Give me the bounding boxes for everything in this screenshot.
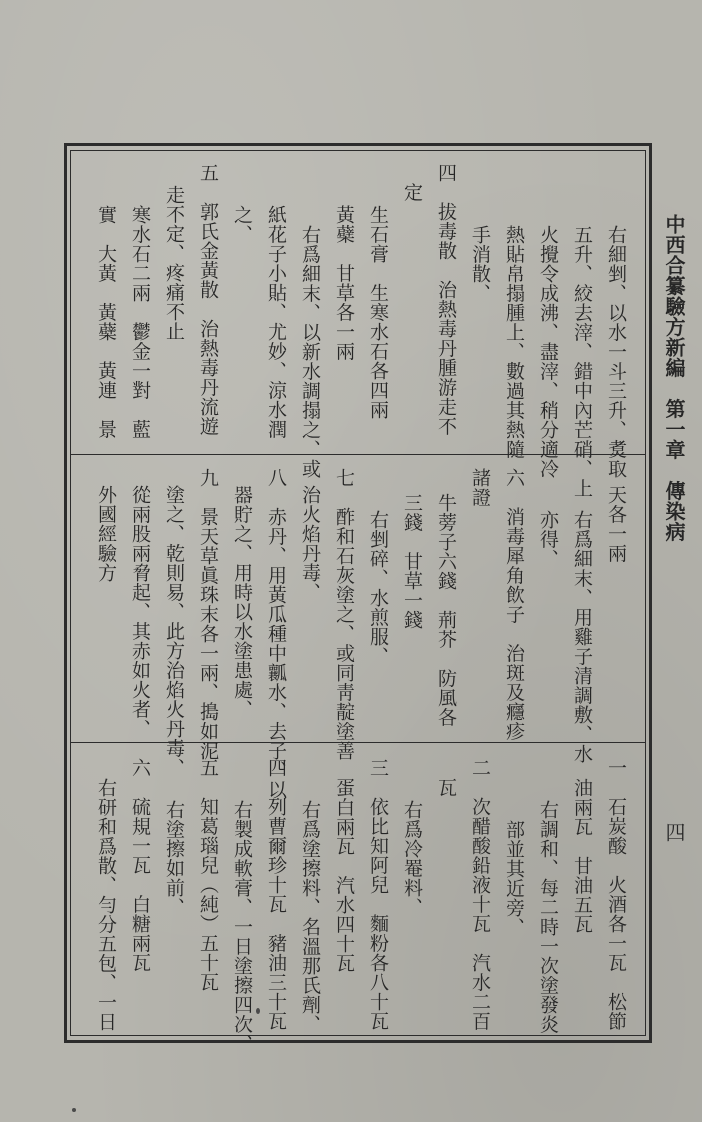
text-line: 一 石炭酸 火酒各一瓦 松節 xyxy=(605,758,627,1031)
text-line: 右爲細末、用雞子清調敷、水 xyxy=(571,510,593,764)
paper-speck xyxy=(72,1108,76,1112)
text-line: 右爲冷罨料、 xyxy=(401,800,423,917)
text-line: 瓦 xyxy=(435,778,457,798)
text-line: 五 知葛瑙兒（純）五十瓦 xyxy=(197,758,219,992)
text-line: 八 赤丹、用黃瓜種中瓤水、去子、以 xyxy=(265,468,287,800)
text-line: 四 列曹爾珍十瓦 豬油三十瓦 xyxy=(265,758,287,1031)
text-line: 右爲塗擦料、名溫那氏劑、 xyxy=(299,800,321,1034)
chapter-label: 第一章 xyxy=(662,398,686,460)
text-line: 部並其近旁、 xyxy=(503,820,525,937)
chapter-subject: 傳染病 xyxy=(662,480,686,542)
text-line: 七 酢和石灰塗之、或同靑靛塗善 xyxy=(333,468,355,761)
text-line: 九 景天草眞珠末各一兩、搗如泥 xyxy=(197,468,219,761)
divider-2 xyxy=(70,742,646,743)
text-line: 牛蒡子六錢 荊芥 防風各 xyxy=(435,493,457,727)
text-line: 生石膏 生寒水石各四兩 xyxy=(367,205,389,420)
text-line: 二 次醋酸鉛液十瓦 汽水二百 xyxy=(469,758,491,1031)
text-line: 三錢 甘草一錢 xyxy=(401,493,423,630)
text-line: 手消散、 xyxy=(469,225,491,303)
text-line: 紙花子小貼、尤妙、涼水潤 xyxy=(265,205,287,439)
text-line: 五升、絞去滓、錯中內芒硝、上 xyxy=(571,225,593,498)
text-line: 四 拔毒散 治熱毒丹腫游走不 xyxy=(435,163,457,436)
text-line: 右調和、每二時一次塗發炎 xyxy=(537,800,559,1034)
text-line: 實 大黃 黃蘗 黃連 景 xyxy=(95,205,117,439)
text-line: 之、 xyxy=(231,205,253,244)
text-line: 三 依比知阿兒 麵粉各八十瓦 xyxy=(367,758,389,1031)
text-line: 五 郭氏金黃散 治熱毒丹流遊 xyxy=(197,163,219,436)
text-line: 熱貼帛搨腫上、數過其熱隨 xyxy=(503,225,525,459)
text-line: 六 硫規一瓦 白糖兩瓦 xyxy=(129,758,151,973)
text-line: 定 xyxy=(401,163,423,202)
text-line: 右細剉、以水一斗三升、煑取 xyxy=(605,225,627,479)
book-title: 中西合纂驗方新編 第一章 傳染病 xyxy=(662,214,686,542)
text-line: 諸證 xyxy=(469,468,491,507)
text-line: 從兩股兩脅起、其赤如火者、 xyxy=(129,485,151,739)
text-line: 外國經驗方 xyxy=(95,485,117,583)
text-line: 六 消毒犀角飲子 治斑及癮疹 xyxy=(503,468,525,741)
text-line: 右研和爲散、勻分五包、一日 xyxy=(95,778,117,1032)
text-line: 治火焰丹毒、 xyxy=(299,485,321,602)
text-line: 亦得、 xyxy=(537,510,559,569)
text-line: 油兩瓦 甘油五瓦 xyxy=(571,778,593,934)
text-line: 寒水石二兩 鬱金一對 藍 xyxy=(129,205,151,439)
page-frame-inner xyxy=(70,150,646,1036)
text-line: 走不定、疼痛不止 xyxy=(163,185,185,341)
text-line: 器貯之、用時以水塗患處、 xyxy=(231,485,253,719)
text-line: 右塗擦如前、 xyxy=(163,800,185,917)
text-line: 黃蘗 甘草各一兩 xyxy=(333,205,355,361)
text-line: 右爲細末、以新水調搨之、或 xyxy=(299,225,321,479)
page-number: 四 xyxy=(662,822,686,843)
text-line: 蛋白兩瓦 汽水四十瓦 xyxy=(333,778,355,973)
text-line: 右剉碎、水煎服、 xyxy=(367,510,389,666)
text-line: 塗之、乾則易、此方治焰火丹毒、 xyxy=(163,485,185,778)
text-line: 火攪令成沸、盡滓、稍分適冷 xyxy=(537,225,559,479)
text-line: 天各一兩 xyxy=(605,485,627,563)
text-line: 右製成軟膏、一日塗擦四次、 xyxy=(231,800,253,1054)
divider-1 xyxy=(70,454,646,455)
paper-speck xyxy=(256,1008,260,1014)
